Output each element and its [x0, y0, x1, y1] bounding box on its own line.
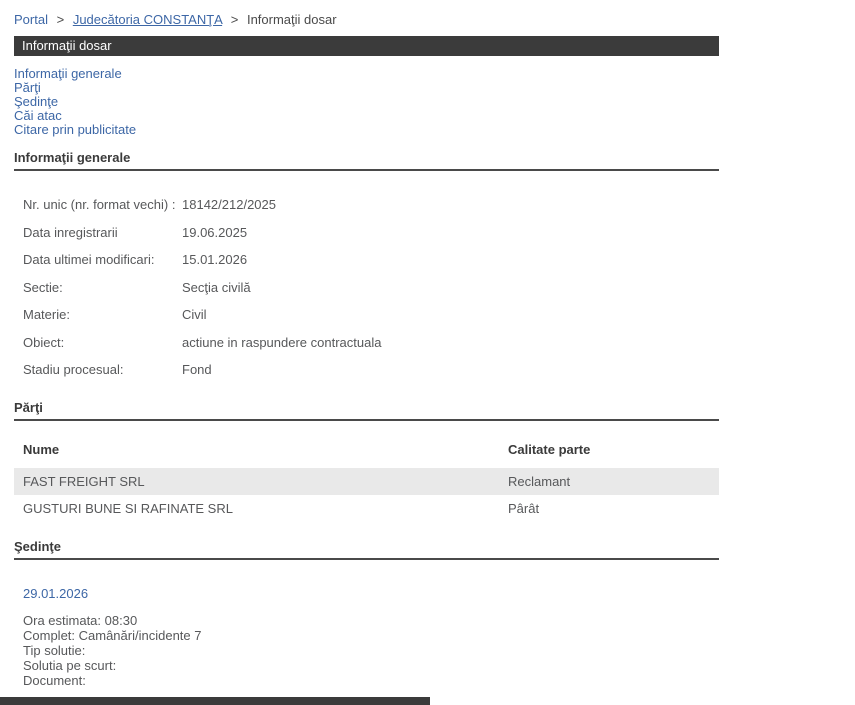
hearing-detail-complet: Complet: Camânări/incidente 7	[23, 627, 202, 643]
field-label: Sectie:	[23, 279, 63, 295]
section-heading-parti: Părţi	[14, 400, 719, 421]
hearing-detail-document: Document:	[23, 672, 86, 688]
page-title-bar	[14, 36, 719, 56]
field-value: 19.06.2025	[182, 224, 248, 240]
breadcrumb-link-portal[interactable]: Portal	[14, 12, 48, 27]
table-row	[14, 468, 719, 496]
nav-link-informatii-generale[interactable]: Informaţii generale	[14, 66, 122, 81]
field-row-data-inregistrarii	[14, 219, 719, 247]
party-role: Pârât	[508, 501, 540, 517]
hearing-date-link[interactable]: 29.01.2026	[23, 585, 89, 601]
field-row-obiect	[14, 329, 719, 357]
column-header-calitate-parte: Calitate parte	[508, 442, 591, 457]
party-name: GUSTURI BUNE SI RAFINATE SRL	[23, 501, 233, 517]
table-row	[14, 495, 719, 523]
breadcrumb	[0, 0, 855, 27]
field-label: Obiect:	[23, 334, 65, 350]
field-value: Secţia civilă	[182, 279, 251, 295]
party-role: Reclamant	[508, 473, 571, 489]
nav-link-cai-atac[interactable]: Căi atac	[14, 108, 62, 123]
next-section-bar-cutoff	[0, 697, 430, 705]
hearing-item	[23, 586, 855, 688]
field-row-materie	[14, 301, 719, 329]
column-header-nume: Nume	[23, 442, 60, 457]
hearing-detail-ora-estimata: Ora estimata: 08:30	[23, 612, 138, 628]
field-row-data-ultimei-modificari	[14, 246, 719, 274]
section-heading-informatii-generale: Informaţii generale	[14, 150, 719, 171]
hearing-detail-tip-solutie: Tip solutie:	[23, 642, 86, 658]
nav-link-sedinte[interactable]: Şedinţe	[14, 94, 59, 109]
field-row-stadiu-procesual	[14, 356, 719, 384]
page-title: Informaţii dosar	[22, 38, 112, 53]
field-value: Fond	[182, 362, 212, 378]
field-label: Stadiu procesual:	[23, 362, 124, 378]
field-row-nr-unic	[14, 191, 719, 219]
parties-table-header	[14, 432, 719, 468]
party-name: FAST FREIGHT SRL	[23, 473, 145, 489]
parties-table	[14, 432, 719, 523]
breadcrumb-current: Informaţii dosar	[246, 12, 337, 27]
breadcrumb-link-court[interactable]: Judecătoria CONSTANŢA	[72, 12, 223, 27]
nav-link-citare-prin-publicitate[interactable]: Citare prin publicitate	[14, 122, 137, 137]
field-label: Data ultimei modificari:	[23, 252, 155, 268]
hearing-detail-solutia-pe-scurt: Solutia pe scurt:	[23, 657, 117, 673]
field-value: 18142/212/2025	[182, 197, 276, 213]
section-nav	[14, 67, 855, 137]
field-value: actiune in raspundere contractuala	[182, 334, 382, 350]
field-row-sectie	[14, 274, 719, 302]
field-value: Civil	[182, 307, 207, 323]
field-value: 15.01.2026	[182, 252, 248, 268]
nav-link-parti[interactable]: Părţi	[14, 80, 41, 95]
hearing-details	[23, 613, 855, 688]
field-label: Nr. unic (nr. format vechi) :	[23, 197, 176, 213]
section-heading-sedinte: Şedinţe	[14, 539, 719, 560]
field-label: Materie:	[23, 307, 70, 323]
breadcrumb-separator: >	[56, 12, 65, 27]
general-info-fields	[14, 191, 719, 384]
field-label: Data inregistrarii	[23, 224, 118, 240]
breadcrumb-separator: >	[230, 12, 239, 27]
